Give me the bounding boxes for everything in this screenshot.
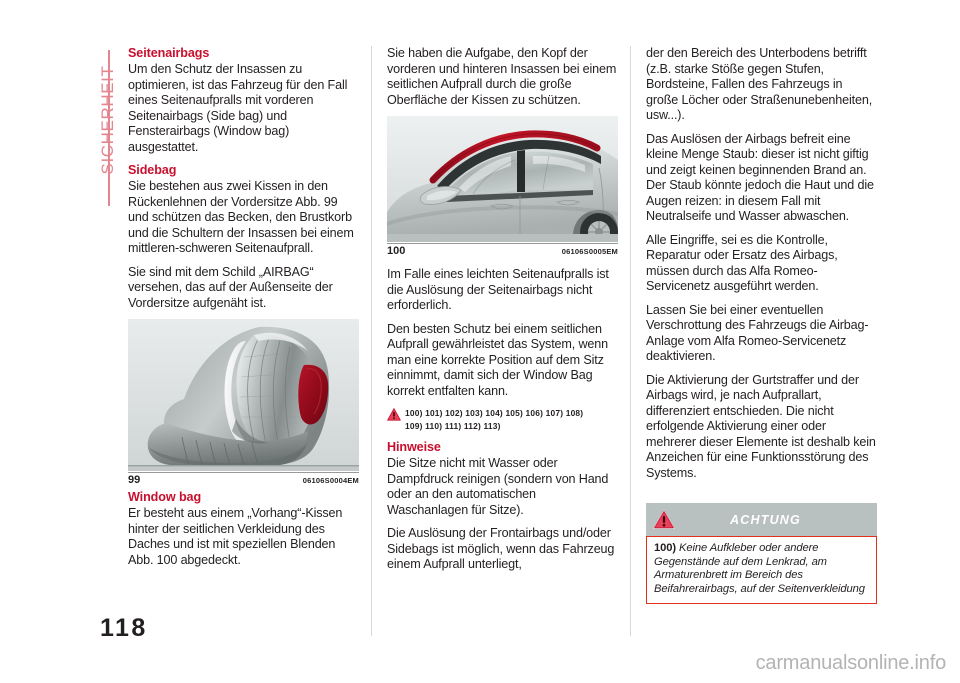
paragraph-c2-1: Sie haben die Aufgabe, den Kopf der vorderen und hinteren Insassen bei einem seitlichen Aufprall durch die große Oberfläche der Kissen zu schützen. <box>387 46 617 107</box>
car-side-illustration <box>387 116 618 242</box>
figure-100 <box>387 116 618 257</box>
warning-box <box>646 503 877 604</box>
warning-triangle-icon <box>387 408 401 421</box>
figure-100-caption <box>387 243 618 257</box>
column-divider-1 <box>371 46 372 636</box>
column-divider-2 <box>630 46 631 636</box>
paragraph-c3-5: Die Aktivierung der Gurtstraffer und der Airbags wird, je nach Aufprallart, differenziert entschieden. Die nicht erfolgende Aktivierung einer oder mehrerer dieser Elemente ist deshalb kein Anzeichen für eine Funktionsstörung des Systems. <box>646 372 876 480</box>
heading-sidebag: Sidebag <box>128 163 177 177</box>
footer-watermark: carmanualsonline.info <box>755 652 946 674</box>
heading-hinweise: Hinweise <box>387 440 441 454</box>
paragraph-c2-4: Die Sitze nicht mit Wasser oder Dampfdruck reinigen (sondern von Hand oder an den automatischen Waschanlagen für Sitze). <box>387 456 609 517</box>
warning-reference-numbers: 100) 101) 102) 103) 104) 105) 106) 107) 108) 109) 110) 111) 112) 113) <box>405 408 584 431</box>
paragraph-c2-3: Den besten Schutz bei einem seitlichen Aufprall gewährleistet das System, wenn man eine korrekte Position auf dem Sitz einnimmt, damit sich der Window Bag korrekt entfalten kann. <box>387 321 608 398</box>
warning-reference-list <box>387 407 618 433</box>
warning-item-number: 100) <box>654 542 676 554</box>
paragraph-c1-3: Sie sind mit dem Schild „AIRBAG“ versehen, das auf der Außenseite der Vordersitze aufgenäht ist. <box>128 264 333 310</box>
seat-illustration <box>128 319 359 471</box>
paragraph-c3-1: der den Bereich des Unterbodens betrifft (z.B. starke Stöße gegen Stufen, Bordsteine, Fallen des Fahrzeugs in große Löcher oder Straßenunebenheiten, usw...). <box>646 46 873 122</box>
section-tab-label: SICHERHEIT <box>98 65 117 175</box>
warning-item-text: Keine Aufkleber oder andere Gegenstände auf dem Lenkrad, am Armaturenbrett im Bereich des Beifahrerairbags, auf der Seitenverkleidung <box>654 542 865 595</box>
section-tab <box>78 42 118 242</box>
paragraph-c3-3: Alle Eingriffe, sei es die Kontrolle, Reparatur oder Ersatz des Airbags, müssen durch das Alfa Romeo-Servicenetz ausgeführt werden. <box>646 232 838 293</box>
warning-box-header <box>646 503 877 536</box>
heading-seitenairbags: Seitenairbags <box>128 46 210 60</box>
paragraph-c1-2: Sie bestehen aus zwei Kissen in den Rückenlehnen der Vordersitze Abb. 99 und schützen das Becken, den Brustkorb und die Schultern der Insassen bei einem mittleren-schweren Seitenaufprall. <box>128 179 354 255</box>
figure-100-number: 100 <box>387 245 406 257</box>
paragraph-c3-2: Das Auslösen der Airbags befreit eine kleine Menge Staub: dieser ist nicht giftig und zeigt keinen beginnenden Brand an. Der Staub könnte jedoch die Haut und die Augen reizen: in diesem Fall mit Neutralseife und Wasser abwaschen. <box>646 131 874 223</box>
paragraph-c2-5: Die Auslösung der Frontairbags und/oder Sidebags ist möglich, wenn das Fahrzeug einem Aufprall unterliegt, <box>387 526 615 571</box>
figure-99 <box>128 319 359 486</box>
paragraph-c2-2: Im Falle eines leichten Seitenaufpralls ist die Auslösung der Seitenairbags nicht erforderlich. <box>387 267 609 312</box>
text-column-1 <box>128 46 359 576</box>
figure-100-image <box>387 116 618 242</box>
text-column-2 <box>387 46 618 581</box>
figure-99-caption <box>128 472 359 486</box>
text-column-3 <box>646 46 877 604</box>
warning-box-title: ACHTUNG <box>730 512 801 527</box>
page-number: 118 <box>100 614 148 642</box>
paragraph-c3-4: Lassen Sie bei einer eventuellen Verschrottung des Fahrzeugs die Airbag-Anlage vom Alfa Romeo-Servicenetz deaktivieren. <box>646 302 869 363</box>
figure-99-code: 06106S0004EM <box>302 476 359 485</box>
warning-box-body <box>646 536 877 604</box>
figure-99-number: 99 <box>128 474 141 486</box>
warning-triangle-icon <box>652 509 676 530</box>
paragraph-c1-1: Um den Schutz der Insassen zu optimieren, ist das Fahrzeug für den Fall eines Seitenaufpralls mit vorderen Seitenairbags (Side bag) und Fensterairbags (Window bag) ausgestattet. <box>128 62 348 154</box>
figure-99-image <box>128 319 359 471</box>
paragraph-c1-4: Er besteht aus einem „Vorhang“-Kissen hinter der seitlichen Verkleidung des Daches und ist mit speziellen Blenden Abb. 100 abgedeckt. <box>128 506 343 567</box>
figure-100-code: 06106S0005EM <box>561 247 618 256</box>
heading-window-bag: Window bag <box>128 490 202 504</box>
